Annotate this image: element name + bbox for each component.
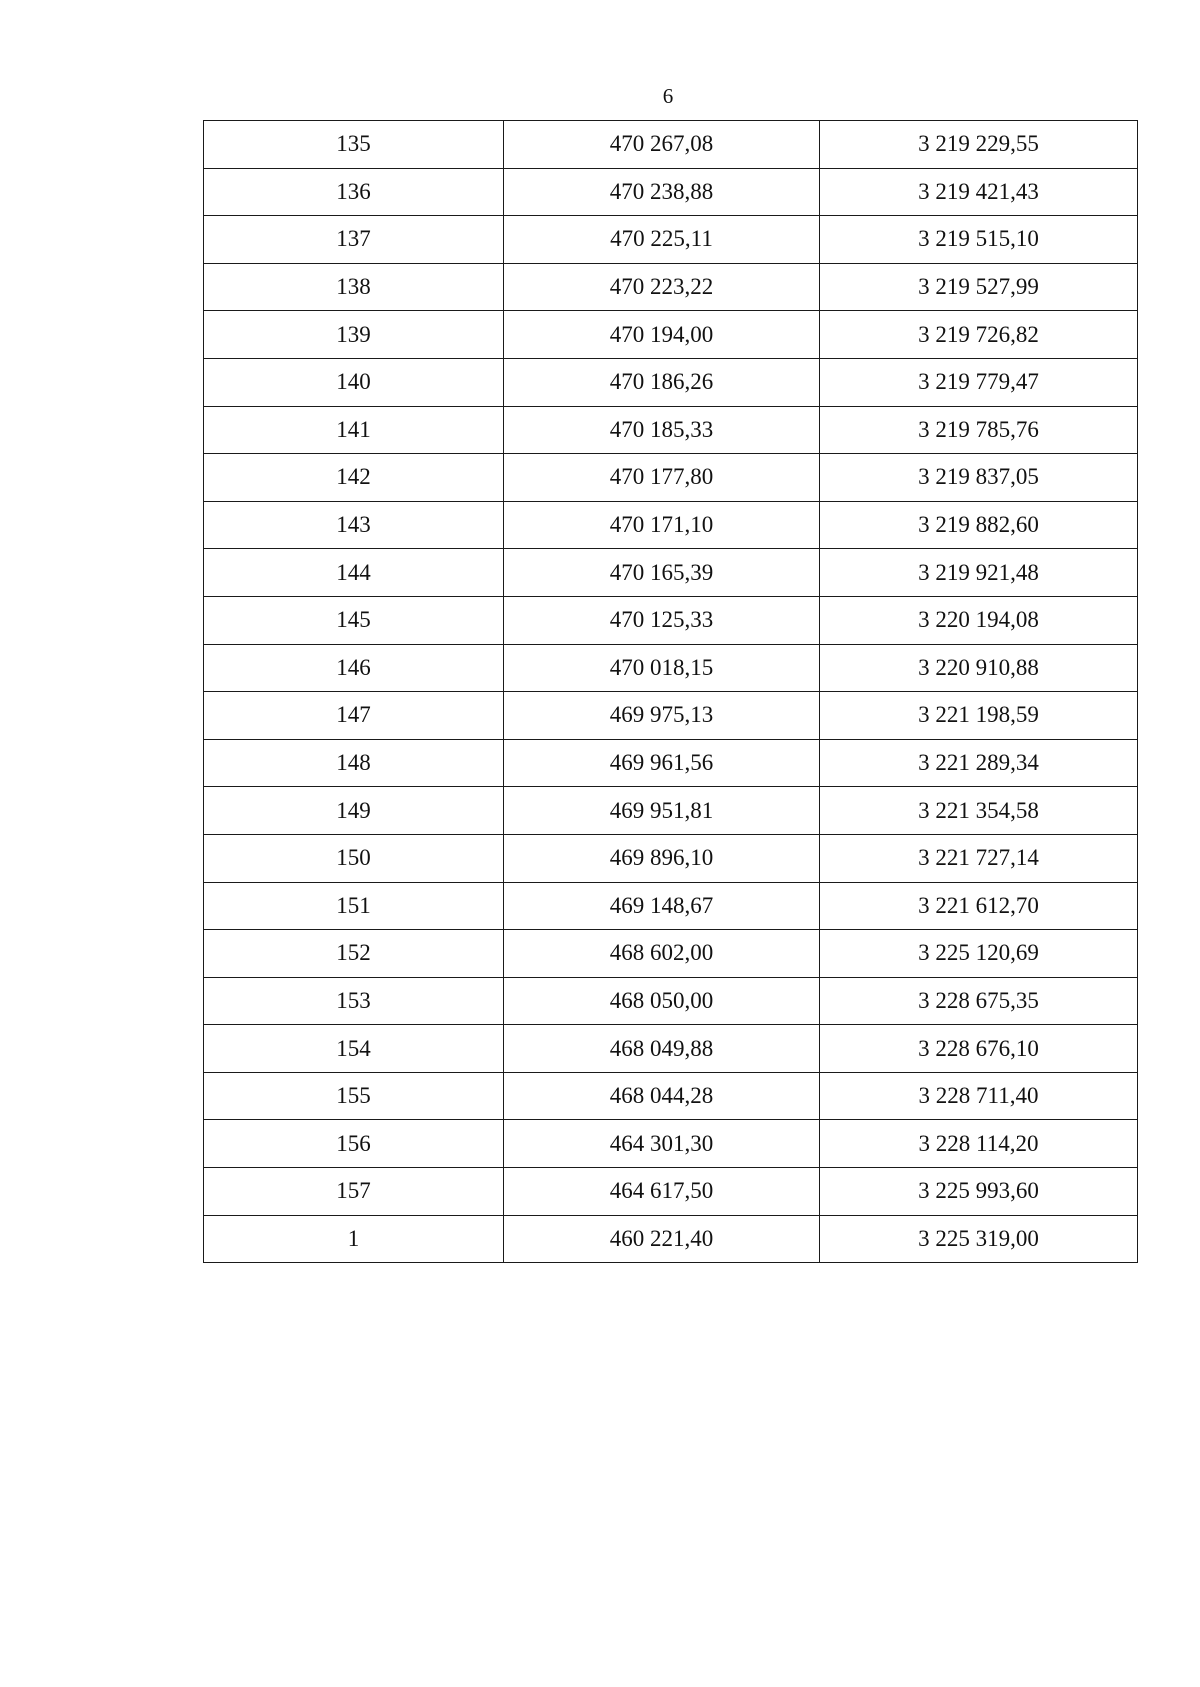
- x-coordinate-cell: 469 961,56: [504, 739, 820, 787]
- table-row: [204, 358, 1138, 406]
- x-coordinate-cell: 469 951,81: [504, 787, 820, 835]
- point-number-cell: 149: [204, 787, 504, 835]
- x-coordinate-cell: 470 165,39: [504, 549, 820, 597]
- table-row: [204, 1215, 1138, 1263]
- table-row: [204, 882, 1138, 930]
- table-row: [204, 1120, 1138, 1168]
- x-coordinate-cell: 470 125,33: [504, 596, 820, 644]
- point-number-cell: 143: [204, 501, 504, 549]
- x-coordinate-cell: 470 223,22: [504, 263, 820, 311]
- point-number-cell: 155: [204, 1072, 504, 1120]
- point-number-cell: 138: [204, 263, 504, 311]
- y-coordinate-cell: 3 225 120,69: [820, 930, 1138, 978]
- table-row: [204, 977, 1138, 1025]
- x-coordinate-cell: 460 221,40: [504, 1215, 820, 1263]
- point-number-cell: 151: [204, 882, 504, 930]
- x-coordinate-cell: 468 049,88: [504, 1025, 820, 1073]
- y-coordinate-cell: 3 228 675,35: [820, 977, 1138, 1025]
- coordinates-table: [203, 120, 1138, 1263]
- x-coordinate-cell: 470 177,80: [504, 454, 820, 502]
- y-coordinate-cell: 3 228 114,20: [820, 1120, 1138, 1168]
- x-coordinate-cell: 468 044,28: [504, 1072, 820, 1120]
- y-coordinate-cell: 3 225 319,00: [820, 1215, 1138, 1263]
- y-coordinate-cell: 3 219 726,82: [820, 311, 1138, 359]
- table-row: [204, 311, 1138, 359]
- x-coordinate-cell: 464 301,30: [504, 1120, 820, 1168]
- x-coordinate-cell: 470 171,10: [504, 501, 820, 549]
- table-row: [204, 644, 1138, 692]
- y-coordinate-cell: 3 221 198,59: [820, 692, 1138, 740]
- point-number-cell: 144: [204, 549, 504, 597]
- point-number-cell: 140: [204, 358, 504, 406]
- table-row: [204, 1168, 1138, 1216]
- table-row: [204, 406, 1138, 454]
- x-coordinate-cell: 464 617,50: [504, 1168, 820, 1216]
- point-number-cell: 147: [204, 692, 504, 740]
- table-row: [204, 596, 1138, 644]
- y-coordinate-cell: 3 219 421,43: [820, 168, 1138, 216]
- table-row: [204, 1025, 1138, 1073]
- table-row: [204, 501, 1138, 549]
- y-coordinate-cell: 3 221 612,70: [820, 882, 1138, 930]
- point-number-cell: 148: [204, 739, 504, 787]
- table-row: [204, 263, 1138, 311]
- y-coordinate-cell: 3 220 194,08: [820, 596, 1138, 644]
- point-number-cell: 141: [204, 406, 504, 454]
- point-number-cell: 150: [204, 834, 504, 882]
- point-number-cell: 136: [204, 168, 504, 216]
- point-number-cell: 1: [204, 1215, 504, 1263]
- x-coordinate-cell: 469 975,13: [504, 692, 820, 740]
- table-row: [204, 930, 1138, 978]
- point-number-cell: 139: [204, 311, 504, 359]
- point-number-cell: 157: [204, 1168, 504, 1216]
- table-row: [204, 787, 1138, 835]
- point-number-cell: 153: [204, 977, 504, 1025]
- y-coordinate-cell: 3 219 527,99: [820, 263, 1138, 311]
- x-coordinate-cell: 470 267,08: [504, 121, 820, 169]
- y-coordinate-cell: 3 225 993,60: [820, 1168, 1138, 1216]
- table-row: [204, 739, 1138, 787]
- point-number-cell: 137: [204, 216, 504, 264]
- y-coordinate-cell: 3 219 229,55: [820, 121, 1138, 169]
- x-coordinate-cell: 469 148,67: [504, 882, 820, 930]
- y-coordinate-cell: 3 219 882,60: [820, 501, 1138, 549]
- coordinates-table-body: [204, 121, 1138, 1263]
- table-row: [204, 692, 1138, 740]
- table-row: [204, 549, 1138, 597]
- point-number-cell: 156: [204, 1120, 504, 1168]
- y-coordinate-cell: 3 228 711,40: [820, 1072, 1138, 1120]
- point-number-cell: 142: [204, 454, 504, 502]
- y-coordinate-cell: 3 221 354,58: [820, 787, 1138, 835]
- y-coordinate-cell: 3 221 727,14: [820, 834, 1138, 882]
- point-number-cell: 154: [204, 1025, 504, 1073]
- x-coordinate-cell: 468 050,00: [504, 977, 820, 1025]
- x-coordinate-cell: 470 018,15: [504, 644, 820, 692]
- table-row: [204, 121, 1138, 169]
- y-coordinate-cell: 3 219 837,05: [820, 454, 1138, 502]
- y-coordinate-cell: 3 220 910,88: [820, 644, 1138, 692]
- table-row: [204, 454, 1138, 502]
- y-coordinate-cell: 3 219 515,10: [820, 216, 1138, 264]
- x-coordinate-cell: 470 194,00: [504, 311, 820, 359]
- x-coordinate-cell: 470 238,88: [504, 168, 820, 216]
- y-coordinate-cell: 3 219 785,76: [820, 406, 1138, 454]
- point-number-cell: 145: [204, 596, 504, 644]
- x-coordinate-cell: 468 602,00: [504, 930, 820, 978]
- y-coordinate-cell: 3 219 921,48: [820, 549, 1138, 597]
- y-coordinate-cell: 3 228 676,10: [820, 1025, 1138, 1073]
- table-row: [204, 216, 1138, 264]
- table-row: [204, 834, 1138, 882]
- point-number-cell: 152: [204, 930, 504, 978]
- page-number: 6: [662, 84, 674, 108]
- point-number-cell: 146: [204, 644, 504, 692]
- point-number-cell: 135: [204, 121, 504, 169]
- x-coordinate-cell: 470 186,26: [504, 358, 820, 406]
- y-coordinate-cell: 3 221 289,34: [820, 739, 1138, 787]
- x-coordinate-cell: 469 896,10: [504, 834, 820, 882]
- table-row: [204, 1072, 1138, 1120]
- x-coordinate-cell: 470 185,33: [504, 406, 820, 454]
- y-coordinate-cell: 3 219 779,47: [820, 358, 1138, 406]
- table-row: [204, 168, 1138, 216]
- x-coordinate-cell: 470 225,11: [504, 216, 820, 264]
